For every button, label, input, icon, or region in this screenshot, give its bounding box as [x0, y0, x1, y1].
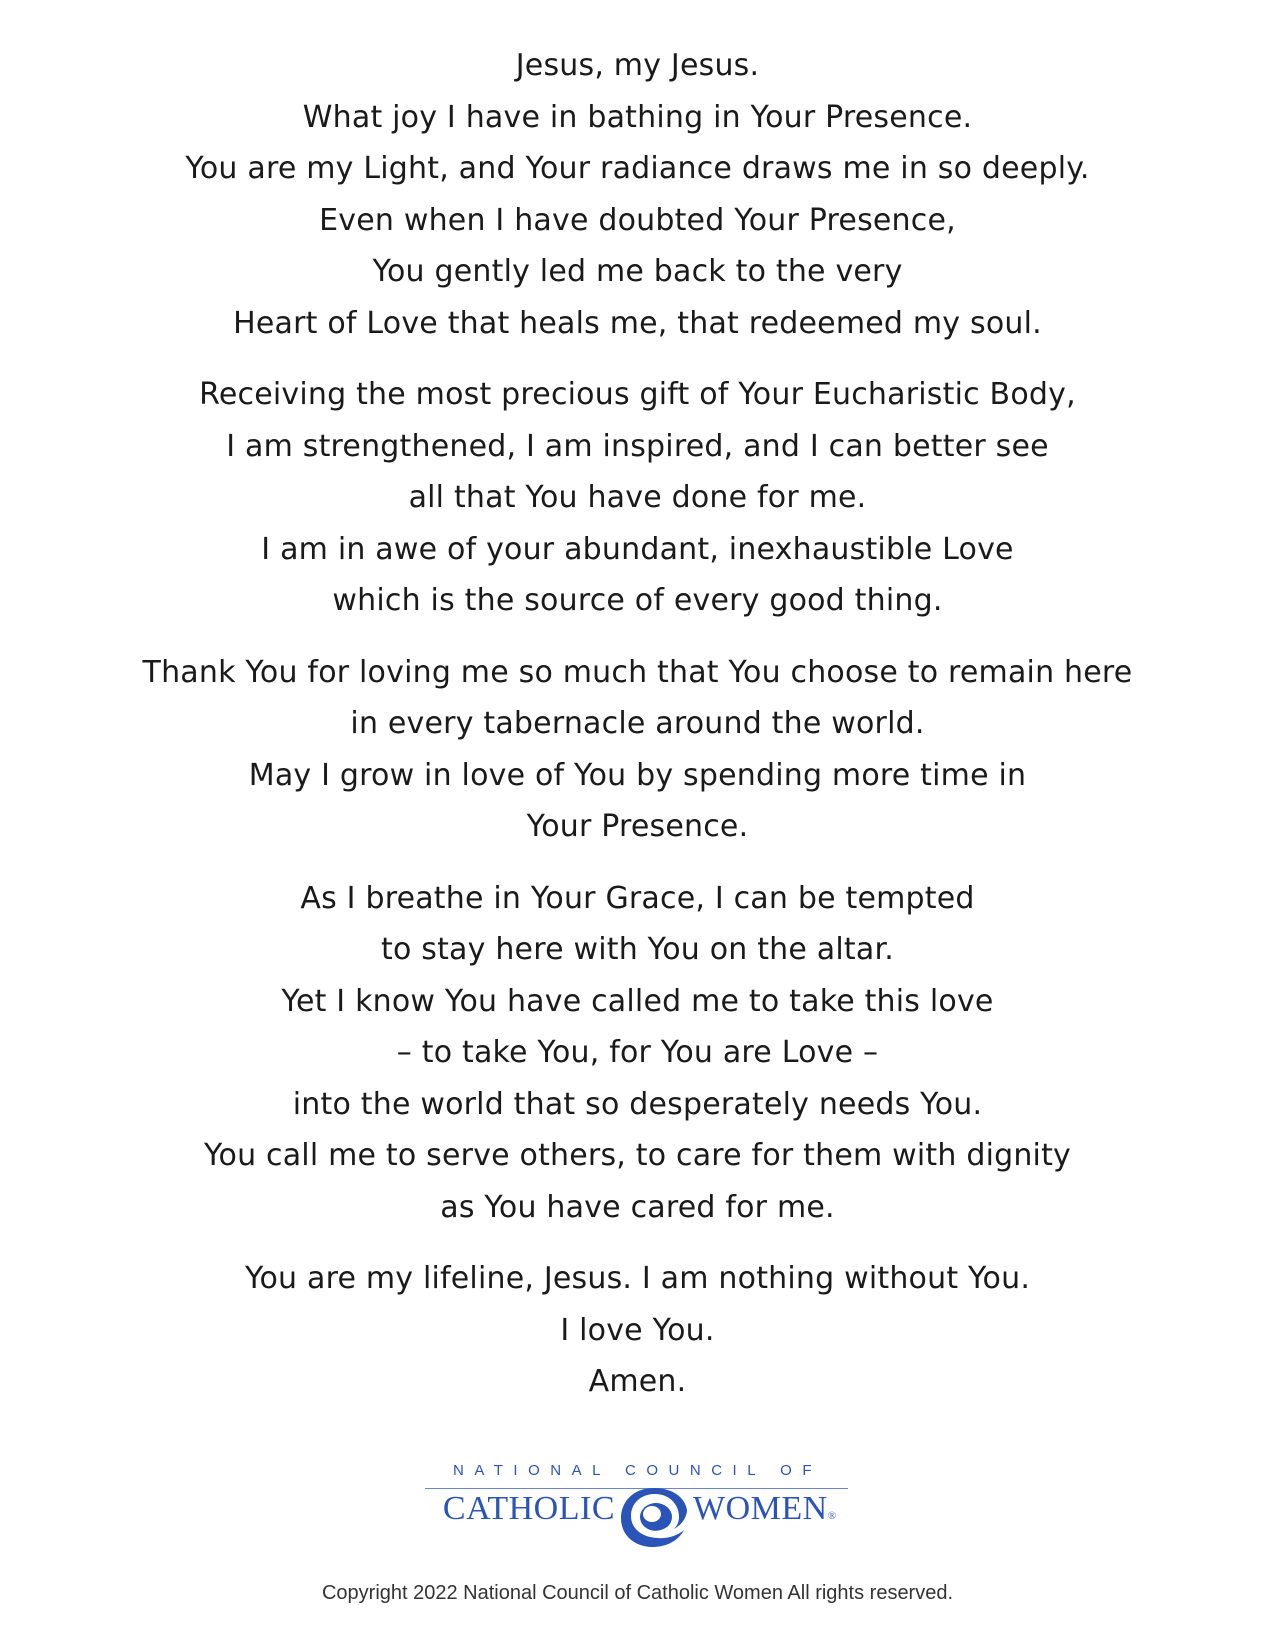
registered-mark: ®: [827, 1510, 837, 1522]
stanza-3: [0, 647, 1275, 853]
poem-line: Thank You for loving me so much that You choose to remain here: [142, 654, 1133, 690]
poem-line: Yet I know You have called me to take this love: [281, 983, 994, 1019]
poem-line: I am strengthened, I am inspired, and I can better see: [226, 428, 1049, 464]
poem-line: Heart of Love that heals me, that redeemed my soul.: [233, 305, 1042, 341]
poem-line: As I breathe in Your Grace, I can be tempted: [300, 880, 975, 916]
logo-top-text: NATIONAL COUNCIL OF: [453, 1462, 822, 1479]
poem-line: as You have cared for me.: [440, 1189, 835, 1225]
poem-line: Receiving the most precious gift of Your Eucharistic Body,: [199, 377, 1076, 412]
prayer-text: [0, 40, 1275, 1428]
stanza-5: [0, 1253, 1275, 1408]
logo-left-text: CATHOLIC: [442, 1490, 615, 1527]
copyright-notice: Copyright 2022 National Council of Catholic Women All rights reserved.: [321, 1582, 954, 1604]
poem-line: You gently led me back to the very: [372, 254, 903, 289]
poem-line: Even when I have doubted Your Presence,: [319, 202, 956, 238]
stanza-2: [0, 369, 1275, 627]
poem-line: What joy I have in bathing in Your Presence.: [302, 99, 973, 135]
poem-line: May I grow in love of You by spending more time in: [248, 757, 1027, 793]
poem-line: in every tabernacle around the world.: [350, 706, 925, 741]
poem-line: I love You.: [560, 1312, 715, 1348]
stanza-1: [0, 40, 1275, 349]
poem-line: – to take You, for You are Love –: [396, 1035, 879, 1070]
poem-line: You are my lifeline, Jesus. I am nothing without You.: [244, 1261, 1031, 1296]
mother-and-child-icon: [617, 1484, 691, 1550]
poem-line: which is the source of every good thing.: [332, 583, 943, 618]
poem-line: Your Presence.: [526, 809, 749, 844]
poem-line: You are my Light, and Your radiance draws me in so deeply.: [185, 151, 1090, 186]
poem-line: You call me to serve others, to care for them with dignity: [203, 1138, 1072, 1173]
logo-right-text: WOMEN®: [693, 1490, 837, 1527]
nccw-logo: [0, 1462, 1275, 1562]
poem-line: Amen.: [588, 1364, 687, 1399]
poem-line: I am in awe of your abundant, inexhaustible Love: [261, 531, 1014, 567]
poem-line: all that You have done for me.: [408, 480, 867, 515]
poem-line: Jesus, my Jesus.: [515, 48, 760, 83]
stanza-4: [0, 873, 1275, 1234]
poem-line: into the world that so desperately needs You.: [292, 1086, 983, 1122]
poem-line: to stay here with You on the altar.: [381, 932, 894, 967]
